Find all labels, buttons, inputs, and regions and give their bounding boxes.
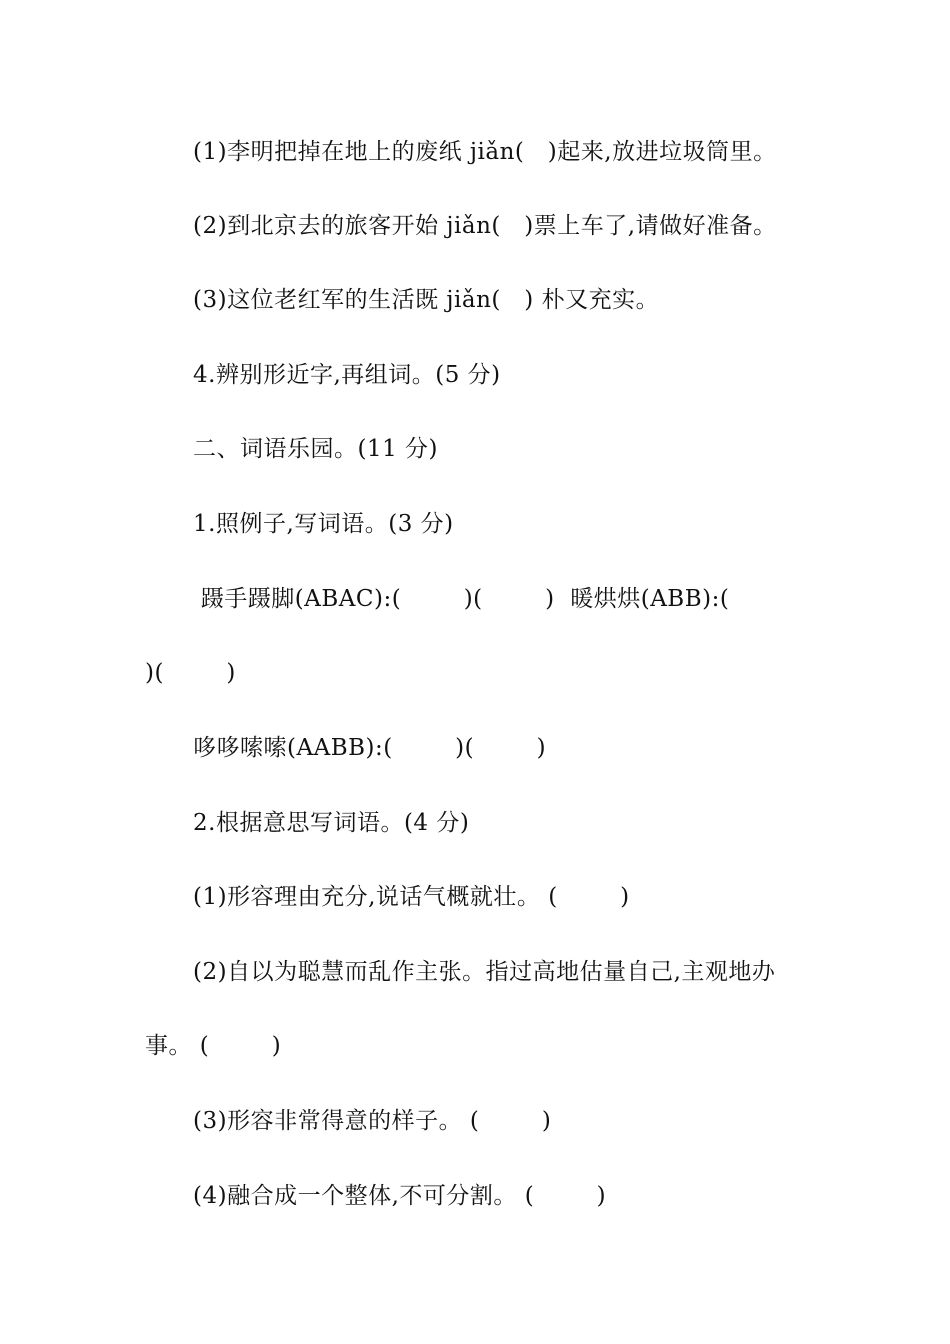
text-line-2: (2)到北京去的旅客开始 jiǎn( )票上车了,请做好准备。 <box>193 213 777 239</box>
question-heading-2: 2.根据意思写词语。(4 分) <box>193 810 470 836</box>
text-line-aabb: 哆哆嗦嗦(AABB):( )( ) <box>193 735 547 761</box>
text-line-abb-continued: )( ) <box>145 660 236 686</box>
section-heading-2: 二、词语乐园。(11 分) <box>193 436 439 462</box>
text-line-3: (3)这位老红军的生活既 jiǎn( ) 朴又充实。 <box>193 287 660 313</box>
question-heading-1: 1.照例子,写词语。(3 分) <box>193 511 454 537</box>
text-line-def-2: (2)自以为聪慧而乱作主张。指过高地估量自己,主观地办 <box>193 959 776 985</box>
text-line-def-4: (4)融合成一个整体,不可分割。 ( ) <box>193 1183 607 1209</box>
text-line-def-3: (3)形容非常得意的样子。 ( ) <box>193 1108 552 1134</box>
section-heading-4: 4.辨别形近字,再组词。(5 分) <box>193 362 501 388</box>
text-line-1: (1)李明把掉在地上的废纸 jiǎn( )起来,放进垃圾筒里。 <box>193 139 777 165</box>
text-line-abac: 蹑手蹑脚(ABAC):( )( ) 暖烘烘(ABB):( <box>193 586 730 612</box>
text-line-def-2-continued: 事。 ( ) <box>145 1033 282 1059</box>
text-line-def-1: (1)形容理由充分,说话气概就壮。 ( ) <box>193 884 630 910</box>
